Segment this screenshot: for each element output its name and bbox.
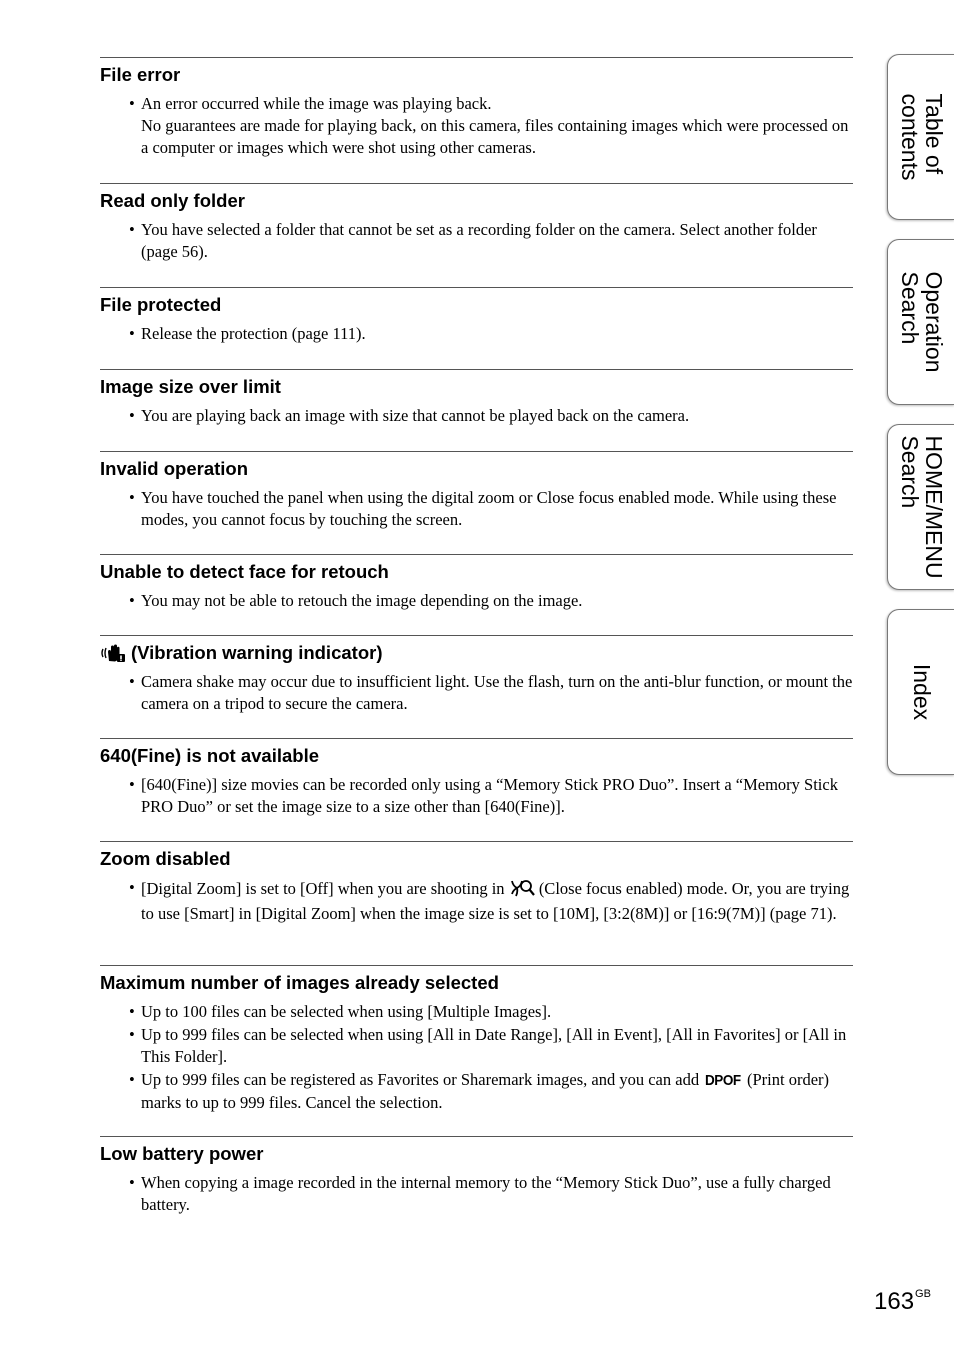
section-title: Zoom disabled: [100, 848, 231, 869]
item-text: Up to 999 files can be registered as Favorites or Sharemark images, and you can add: [141, 1070, 700, 1089]
item-text-continued: No guarantees are made for playing back, on this camera, files containing images which were processed on a computer or images which were shot using other cameras.: [141, 116, 849, 157]
dpof-icon: DPOF: [705, 1072, 741, 1089]
section-title: File protected: [100, 294, 222, 315]
list-item: [129, 93, 853, 159]
bullet-list: [100, 774, 853, 818]
list-item: • Release the protection (page 111).: [129, 323, 853, 345]
tab-label-line2: contents: [896, 93, 923, 181]
list-item: [129, 1069, 853, 1114]
section-low-battery: [100, 1136, 853, 1222]
section-read-only-folder: [100, 183, 853, 287]
section-vibration-warning: [100, 635, 853, 738]
tab-index[interactable]: [887, 609, 954, 775]
item-text: [Digital Zoom] is set to [Off] when you are shooting in: [141, 879, 505, 898]
section-file-error: [100, 57, 853, 183]
list-item: • You have touched the panel when using the digital zoom or Close focus enabled mode. While using these modes, you cannot focus by touching the screen.: [129, 487, 853, 531]
section-zoom-disabled: [100, 841, 853, 965]
tab-label-line2: Search: [896, 435, 923, 509]
tab-label-line1: Index: [908, 663, 935, 721]
section-title: Invalid operation: [100, 458, 249, 479]
section-title: 640(Fine) is not available: [100, 745, 319, 766]
section-invalid-operation: [100, 451, 853, 554]
list-item: • You are playing back an image with size that cannot be played back on the camera.: [129, 405, 853, 427]
bullet-list: [100, 219, 853, 263]
tab-label-line2: Search: [896, 271, 923, 345]
tab-home-menu-search[interactable]: [887, 424, 954, 590]
list-item: • [640(Fine)] size movies can be recorded only using a “Memory Stick PRO Duo”. Insert a “Memory Stick PRO Duo” or set the image size to a size other than [640(Fine)].: [129, 774, 853, 818]
tab-operation-search[interactable]: [887, 239, 954, 405]
bullet-list: [100, 1001, 853, 1114]
section-title: Read only folder: [100, 190, 245, 211]
tab-label-line1: Table of: [920, 93, 947, 175]
item-text-continued: (Print order) marks to up to 999 files. Cancel the selection.: [141, 1070, 830, 1112]
bullet-list: [100, 671, 853, 715]
list-item: • You have selected a folder that cannot be set as a recording folder on the camera. Select another folder (page 56).: [129, 219, 853, 263]
tab-label: [898, 94, 946, 181]
page-number-value: 163: [874, 1288, 915, 1315]
section-title-row: [100, 641, 853, 665]
vibration-warning-icon: [100, 643, 126, 663]
list-item: • When copying a image recorded in the internal memory to the “Memory Stick Duo”, use a fully charged battery.: [129, 1172, 853, 1216]
bullet-list: [100, 590, 853, 612]
page-region-suffix: GB: [915, 1288, 931, 1300]
list-item: • Up to 100 files can be selected when using [Multiple Images].: [129, 1001, 853, 1023]
section-title: File error: [100, 64, 181, 85]
tab-label: [910, 664, 934, 720]
tab-label-line1: Operation: [920, 271, 947, 373]
list-item: • Camera shake may occur due to insufficient light. Use the flash, turn on the anti-blur function, or mount the camera on a tripod to secure the camera.: [129, 671, 853, 715]
close-focus-icon: [509, 877, 535, 903]
bullet-list: [100, 323, 853, 345]
tab-label: [898, 271, 946, 372]
list-item: • You may not be able to retouch the image depending on the image.: [129, 590, 853, 612]
section-title: Low battery power: [100, 1143, 264, 1164]
section-unable-to-detect-face: [100, 554, 853, 635]
bullet-list: [100, 405, 853, 427]
page-number: [874, 1288, 931, 1316]
bullet-list: [100, 93, 853, 159]
main-content: [100, 57, 853, 1222]
section-image-size-over-limit: [100, 369, 853, 451]
section-title: Unable to detect face for retouch: [100, 561, 389, 582]
section-title: Maximum number of images already selected: [100, 972, 499, 993]
bullet-list: [100, 1172, 853, 1216]
list-item: [129, 877, 853, 925]
section-640-fine: [100, 738, 853, 841]
tab-label-line1: HOME/MENU: [920, 435, 947, 579]
tab-label: [898, 435, 946, 578]
tab-table-of-contents[interactable]: [887, 54, 954, 220]
section-title: Image size over limit: [100, 376, 281, 397]
bullet-list: [100, 487, 853, 531]
bullet-list: [100, 877, 853, 925]
item-text: An error occurred while the image was playing back.: [141, 94, 492, 113]
section-title: (Vibration warning indicator): [131, 642, 383, 663]
section-file-protected: [100, 287, 853, 369]
list-item: • Up to 999 files can be selected when using [All in Date Range], [All in Event], [All in Favorites] or [All in This Folder].: [129, 1024, 853, 1068]
section-maximum-images: [100, 965, 853, 1136]
item-text-continued: (Close focus enabled) mode. Or, you are trying to use [Smart] in [Digital Zoom] when the image size is set to [10M], [3:2(8M)] or [16:9(7M)] (page 71).: [141, 879, 850, 923]
